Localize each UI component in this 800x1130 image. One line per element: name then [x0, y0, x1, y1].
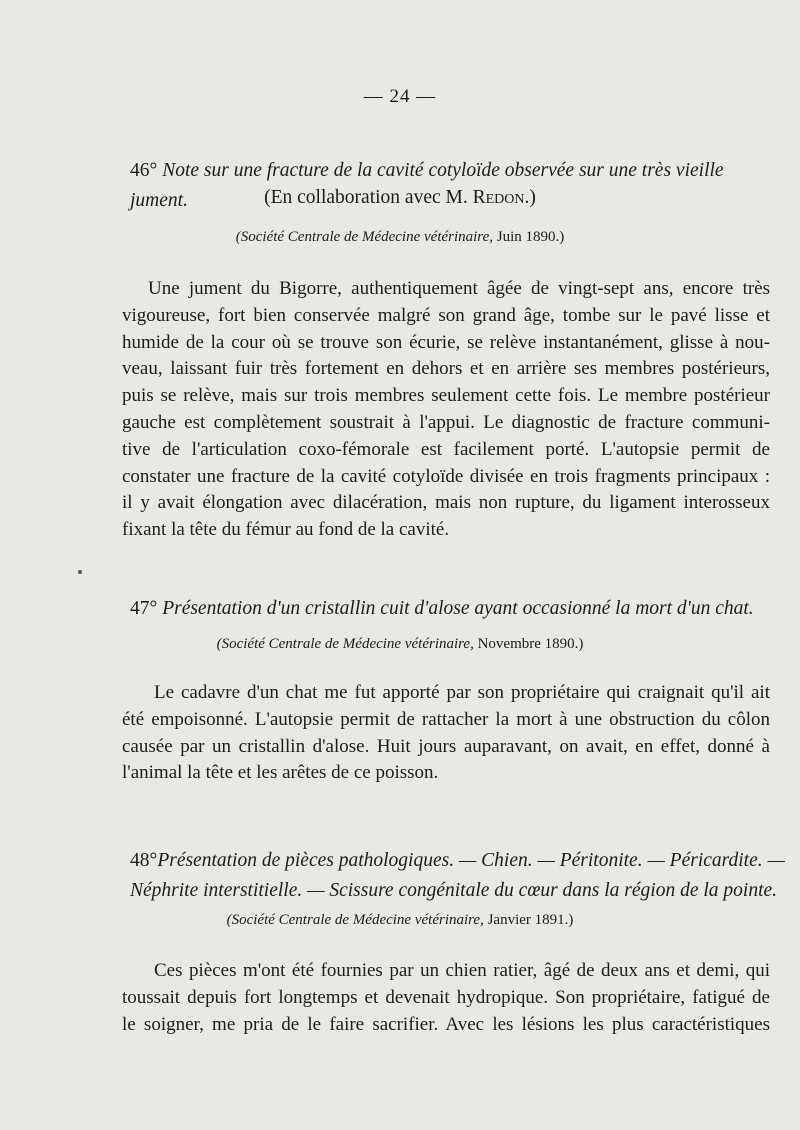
- body-line: l'animal la tête et les arêtes de ce poisson.: [122, 762, 439, 784]
- body-line: Le cadavre d'un chat me fut apporté par son propriétaire qui craignait qu'il ait: [154, 682, 770, 703]
- source-date: Janvier 1891.): [487, 912, 574, 928]
- entry-47-title: [130, 594, 770, 624]
- source-society: (Société Centrale de Médecine vétérinaire,: [235, 229, 493, 245]
- entry-47-title-text: Présentation d'un cristallin cuit d'alose ayant occasionné la mort d'un chat.: [162, 598, 754, 619]
- body-line: constater une fracture de la cavité cotyloïde divisée en trois fragments principaux :: [122, 465, 770, 487]
- body-line: humide de la cour où se trouve son écurie, se relève instantanément, glisse à nou-: [122, 331, 770, 353]
- entry-48-body: [122, 958, 770, 1038]
- body-line: puis se relève, mais sur trois membres seulement cette fois. Le membre postérieur: [122, 385, 770, 407]
- entry-46-collaboration: [0, 187, 800, 209]
- collaboration-suffix: .): [524, 187, 536, 208]
- body-line: été empoisonné. L'autopsie permit de rattacher la mort à une obstruction du côlon: [122, 708, 770, 730]
- body-line: Ces pièces m'ont été fournies par un chien ratier, âgé de deux ans et demi, qui: [154, 960, 770, 981]
- entry-48-title-text-1: Présentation de pièces pathologiques. — Chien. — Péritonite. — Péricardite. —: [157, 850, 785, 871]
- entry-48-number: 48°: [130, 850, 158, 871]
- body-line: il y avait élongation avec dilacération, mais non rupture, du ligament interosseux: [122, 492, 770, 514]
- collaboration-prefix: (En collaboration avec M.: [264, 187, 468, 208]
- entry-47-source: [0, 636, 800, 653]
- body-line: causée par un cristallin d'alose. Huit jours auparavant, on avait, en effet, donné à: [122, 735, 770, 757]
- entry-48-source: [0, 912, 800, 929]
- source-society: (Société Centrale de Médecine vétérinaire,: [216, 636, 474, 652]
- body-line: vigoureuse, fort bien conservée malgré son grand âge, tombe sur le pavé lisse et: [122, 304, 770, 326]
- entry-47-body: [122, 680, 770, 787]
- page-number: — 24 —: [363, 86, 437, 107]
- source-date: Juin 1890.): [496, 229, 565, 245]
- entry-48-title-line-1: [130, 846, 785, 876]
- body-line: gauche est complètement soustrait à l'appui. Le diagnostic de fracture communi-: [122, 411, 770, 433]
- source-society: (Société Centrale de Médecine vétérinaire,: [226, 912, 484, 928]
- entry-46-number: 46°: [130, 160, 158, 181]
- entry-46-source: [0, 229, 800, 246]
- entry-48-title: [130, 846, 785, 906]
- entry-48-title-line-2: Néphrite interstitielle. — Scissure congénitale du cœur dans la région de la pointe.: [130, 880, 778, 901]
- body-line: toussait depuis fort longtemps et devenait hydropique. Son propriétaire, fatigué de: [122, 986, 770, 1008]
- body-line: fixant la tête du fémur au fond de la cavité.: [122, 519, 450, 541]
- entry-46-title-text: Note sur une fracture de la cavité cotyloïde observée sur une très vieille jument.: [130, 160, 724, 211]
- collaboration-name: Redon: [472, 187, 525, 208]
- stray-mark: [78, 570, 82, 574]
- body-line: Une jument du Bigorre, authentiquement âgée de vingt-sept ans, encore très: [148, 278, 770, 299]
- body-line: veau, laissant fuir très fortement en dehors et en arrière ses membres postérieurs,: [122, 358, 770, 380]
- body-line: le soigner, me pria de le faire sacrifier. Avec les lésions les plus caractéristiques: [122, 1013, 770, 1035]
- body-line: tive de l'articulation coxo-fémorale est facilement porté. L'autopsie permit de: [122, 438, 770, 460]
- source-date: Novembre 1890.): [477, 636, 584, 652]
- entry-46-body: [122, 276, 770, 544]
- entry-47-number: 47°: [130, 598, 158, 619]
